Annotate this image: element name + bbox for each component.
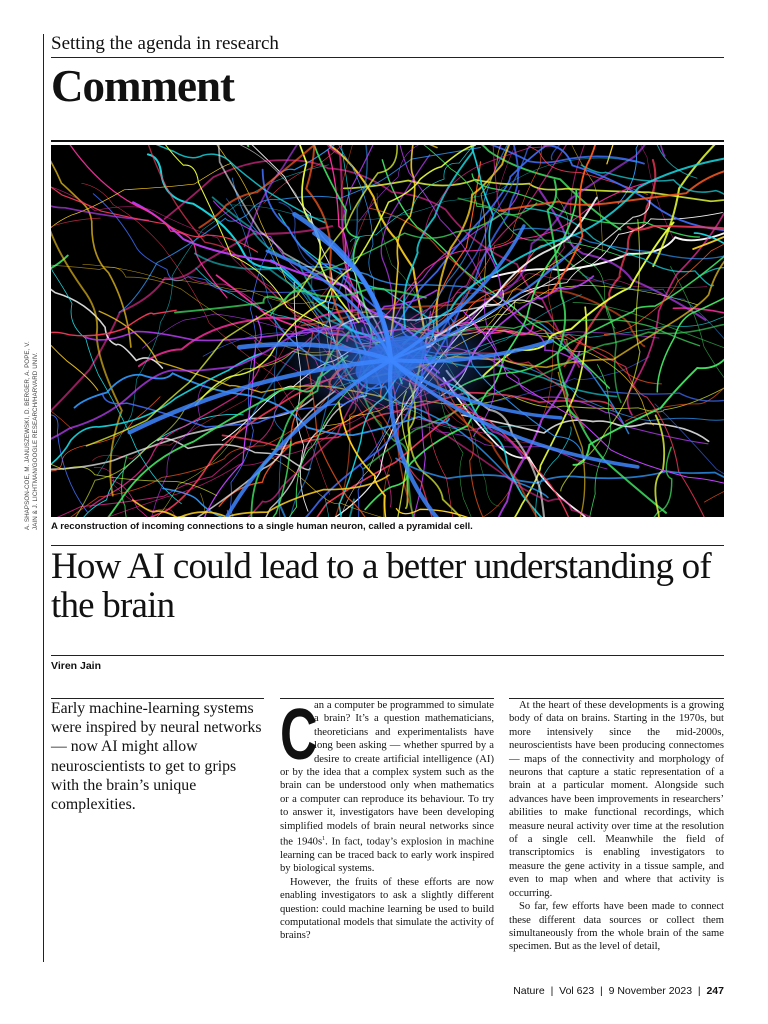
dendrite — [494, 145, 602, 252]
dendrite — [51, 145, 325, 223]
dendrite — [51, 145, 148, 220]
standfirst: Early machine-learning systems were inspired by neural networks — now AI might allow neuroscientists to get to grips with the brain’s unique complexities. — [51, 700, 262, 814]
body-paragraph: So far, few efforts have been made to connect these different data sources or collect them simultaneously from the whole brain of the same specimen. But as the level of detail, — [509, 901, 724, 953]
article-title: How AI could lead to a better understanding of the brain — [51, 546, 711, 626]
dendrite — [51, 310, 176, 389]
dendrite — [396, 458, 724, 492]
body-paragraph: At the heart of these developments is a growing body of data on brains. Starting in the 1970s, but more intensively since the mid-2000s, neuroscientists have been producing connectomes — maps of the connectivity and morphology of neurons that capture a static representation of a brain at a particular moment. Alongside such advances have been improvements in researchers’ abilities to make functional recordings, which measure neural activity over time at the resolution of a single cell. Meanwhile the field of transcriptomics is enabling investigators to measure the gene activity in a tissue sample, and even to map when and where that activity is occurring. — [509, 700, 724, 899]
neuron-illustration — [51, 145, 724, 517]
margin-rule — [43, 34, 44, 962]
section-title: Comment — [51, 61, 234, 111]
divider — [51, 655, 724, 656]
dendrite — [704, 435, 724, 502]
dendrite — [51, 256, 68, 517]
dendrite — [544, 146, 724, 311]
body-paragraph: However, the fruits of these efforts are now enabling investigators to ask a slightly different question: could machine learning be used to build computational models that simulate the activity of brains? — [280, 876, 494, 942]
dendrite — [673, 308, 724, 350]
journal-name: Nature — [513, 985, 545, 997]
dendrite — [242, 145, 353, 146]
drop-cap: C — [280, 695, 318, 775]
page-number: 247 — [706, 985, 724, 997]
dendrite — [51, 164, 231, 339]
body-paragraph: C an a computer be programmed to simulate a brain? It’s a question mathematicians, theoreticians and experimentalists have long been asking — whether spurred by a desire to create artificial intelligence (AI) or by the idea that a complex system such as the brain can be understood only when mathematics or a computer can reproduce its behaviour. To try to answer it, investigators have been developing simplified models of brain neural networks since the $1940s^1$. In fact, today’s explosion in machine learning can be traced back to early work inspired by biological systems. — [280, 695, 494, 875]
divider — [51, 57, 724, 58]
divider — [51, 140, 724, 142]
dendrite — [573, 302, 724, 436]
dendrite — [51, 145, 131, 347]
dendrite — [51, 397, 160, 475]
dendrite — [447, 145, 694, 350]
dendrite — [431, 145, 621, 229]
dendrite — [396, 509, 724, 517]
issue-date: 9 November 2023 — [608, 985, 693, 997]
body-column-1 — [280, 695, 494, 943]
volume: Vol 623 — [559, 985, 595, 997]
dendrite — [655, 415, 709, 517]
dendrite — [264, 145, 440, 203]
image-caption: A reconstruction of incoming connections to a single human neuron, called a pyramidal cell. — [51, 521, 473, 532]
dendrite — [655, 404, 724, 517]
dendrite — [51, 145, 227, 298]
dendrite — [278, 501, 413, 517]
kicker: Setting the agenda in research — [51, 33, 279, 54]
dendrite — [182, 145, 437, 148]
page-footer: Nature | Vol 623 | 9 November 2023 | 247 — [513, 985, 724, 997]
image-credit: A. SHAPSON-COE, M. JANUSZEWSKI, D. BERGER, A. POPE, V. JAIN & J. LICHTMAN/GOOGLE RESEARCH/HARVARD UNIV. — [24, 341, 39, 530]
neuron-image — [51, 145, 724, 517]
body-column-2 — [509, 699, 724, 954]
dendrite — [325, 496, 367, 517]
author-name: Viren Jain — [51, 660, 101, 672]
dendrite — [499, 145, 724, 211]
